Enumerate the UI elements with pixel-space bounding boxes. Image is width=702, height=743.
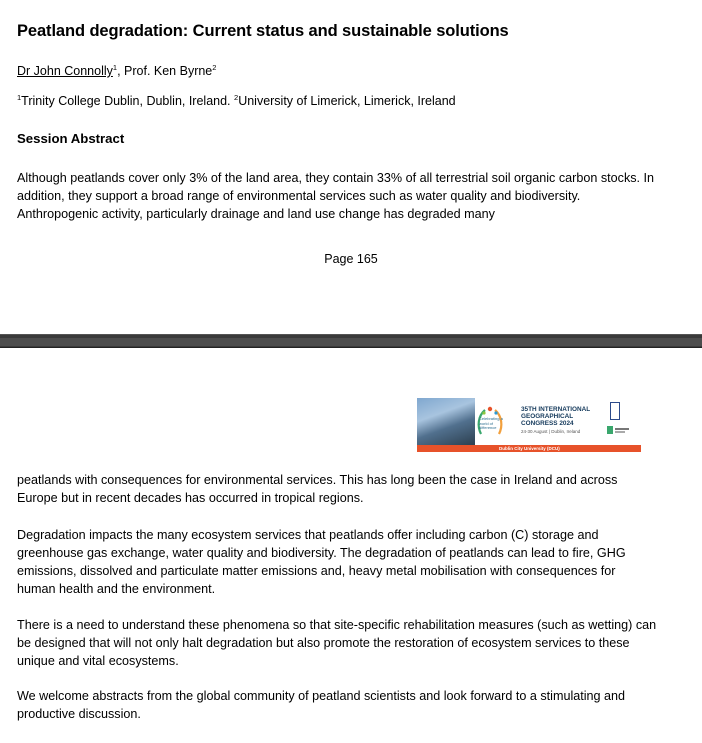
banner-tagline: Celebrating a world of difference xyxy=(479,416,503,430)
author-connolly: Dr John Connolly xyxy=(17,64,113,78)
affiliation-limerick: University of Limerick, Limerick, Ireland xyxy=(238,94,456,108)
affiliation-marker-2: 2 xyxy=(234,93,239,102)
abstract-paragraph-5: We welcome abstracts from the global community of peatland scientists and look forward to a stimulating and productive discussion. xyxy=(17,689,626,721)
author-separator: , xyxy=(117,64,125,78)
campus-photo xyxy=(417,398,475,445)
congress-name: 35TH INTERNATIONAL GEOGRAPHICAL CONGRESS 2024 xyxy=(521,406,590,427)
page-separator xyxy=(0,334,702,348)
abstract-paragraph-1: Although peatlands cover only 3% of the land area, they contain 33% of all terrestrial soil organic carbon stocks. In addition, they support a broad range of environmental services such as water quality and biodiversity. Anthropogenic activity, particularly drainage and land use change has degraded many xyxy=(17,171,655,221)
congress-banner-image xyxy=(417,398,641,452)
abstract-paragraph-4: There is a need to understand these phenomena so that site-specific rehabilitation measures (such as wetting) can be designed that will not only halt degradation but also promote the restoration of ecosystem services to these unique and vital ecosystems. xyxy=(17,618,657,668)
venue-label: Dublin City University (DCU) xyxy=(499,446,560,451)
author-byrne-affiliation-marker: 2 xyxy=(212,63,217,72)
congress-title xyxy=(521,406,605,435)
congress-dates: 24-30 August | Dublin, Ireland xyxy=(521,429,581,434)
abstract-title: Peatland degradation: Current status and sustainable solutions xyxy=(17,22,509,40)
venue-bar xyxy=(417,445,641,452)
document-page-165 xyxy=(0,0,702,334)
abstract-paragraph-3: Degradation impacts the many ecosystem services that peatlands offer including carbon (C) storage and greenhouse gas exchange, water quality and biodiversity. The degradation of peatlands can lead to fire, GHG emissions, dissolved and particulate matter emissions and, heavy metal mobilisation with consequences for human health and the environment. xyxy=(17,528,626,596)
page-number: Page 165 xyxy=(324,252,378,266)
author-byrne: Prof. Ken Byrne xyxy=(124,64,213,78)
affiliation-trinity: Trinity College Dublin, Dublin, Ireland. xyxy=(21,94,235,108)
partner-logo-icon xyxy=(607,425,629,435)
section-heading-session-abstract: Session Abstract xyxy=(17,131,125,146)
affiliation-line xyxy=(17,93,456,108)
un-emblem-icon xyxy=(610,402,620,420)
affiliation-marker-1: 1 xyxy=(17,93,22,102)
abstract-paragraph-2: peatlands with consequences for environmental services. This has long been the case in Ireland and across Europe but in recent decades has occurred in tropical regions. xyxy=(17,473,618,505)
author-connolly-affiliation-marker: 1 xyxy=(112,63,118,72)
author-list xyxy=(17,63,216,78)
document-page-166 xyxy=(0,348,702,743)
